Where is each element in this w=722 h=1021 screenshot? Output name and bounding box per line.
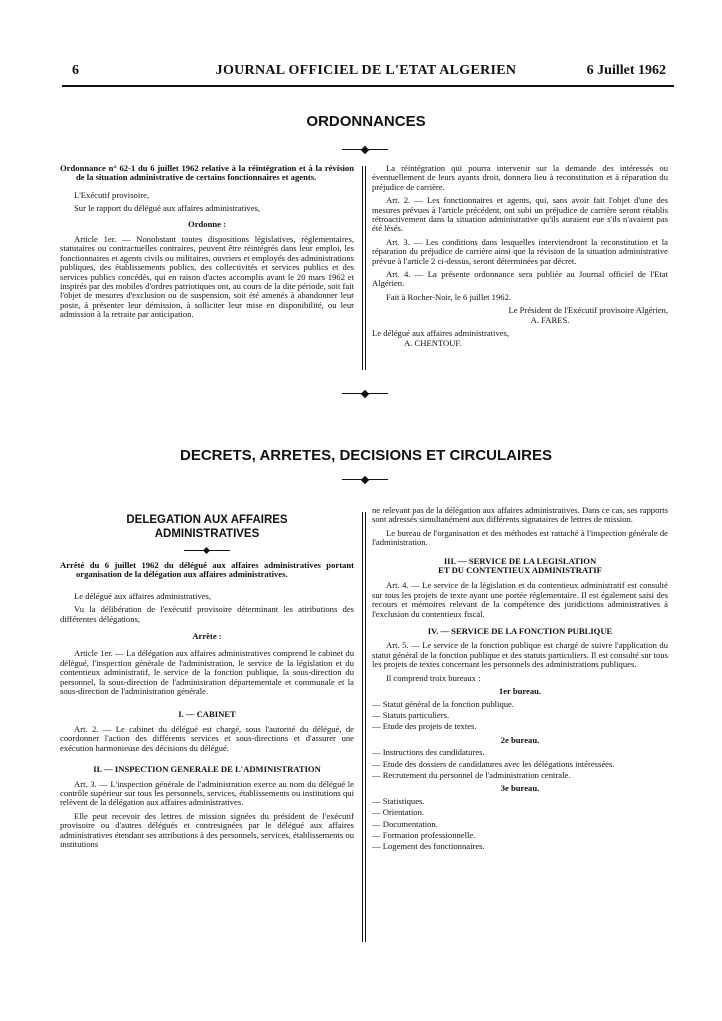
ornament-divider xyxy=(342,147,388,153)
column-divider xyxy=(362,512,363,942)
decrets-title: DECRETS, ARRETES, DECISIONS ET CIRCULAIRES xyxy=(180,447,552,464)
bureau-list-item: — Logement des fonctionnaires. xyxy=(372,841,485,852)
bureau-title: 3e bureau. xyxy=(500,783,540,794)
bureau-list-item: — Statistiques. xyxy=(372,795,425,806)
bureau-list-item: — Formation professionnelle. xyxy=(372,829,476,840)
page-number: 6 xyxy=(72,63,79,78)
section-fonction-publique: IV. — SERVICE DE LA FONCTION PUBLIQUE xyxy=(427,626,613,637)
arrete-label: Arrête : xyxy=(192,631,222,642)
paragraph: Sur le rapport du délégué aux affaires administratives, xyxy=(74,203,260,214)
bureau-list-item: — Recrutement du personnel de l'administration centrale. xyxy=(372,769,571,780)
article-2: Art. 2. — Les fonctionnaires et agents, qui, sans avoir fait l'objet d'une des mesures prévues à l'article précédent, ont subi un préjudice de carrière seront rétablis rétroactivement dans la situation administrative qu'ils auraient eue s'ils n'avaient pas été lésés. xyxy=(372,195,668,234)
arrete-heading: Arrêté du 6 juillet 1962 du délégué aux affaires administratives portant organisation de la délégation aux affaires administratives. xyxy=(60,560,354,580)
fait-a: Fait à Rocher-Noir, le 6 juillet 1962. xyxy=(386,291,512,302)
article-4: Art. 4. — Le service de la législation et du contentieux administratif est consulté sur tous les projets de texte ayant une portée réglementaire. Il est également saisi des recours et mémoires relevant de la compétence des juridictions administratives à l'exclusion du contentieux fiscal. xyxy=(372,580,668,619)
ornament-divider xyxy=(342,391,388,397)
paragraph: Le délégué aux affaires administratives, xyxy=(74,590,212,601)
paragraph: ne relevant pas de la délégation aux affaires administratives. Dans ce cas, ses rapports sont adressés simultanément aux différents signataires de lettres de mission. xyxy=(372,505,668,525)
paragraph: Le bureau de l'organisation et des méthodes est rattaché à l'inspection générale de l'administration. xyxy=(372,527,668,548)
ordonnance-heading: Ordonnance n° 62-1 du 6 juillet 1962 relative à la réintégration et à la révision de la situation administrative de certains fonctionnaires et agents. xyxy=(60,163,354,183)
article-3: Art. 3. — L'inspection générale de l'administration exerce au nom du délégué le contrôle supérieur sur tous les personnels, services, établissements ou institutions qui relèvent de la délégation aux affaires administratives. xyxy=(60,778,354,808)
section-cabinet: I. — CABINET xyxy=(178,709,236,720)
article-1: Article 1er. — La délégation aux affaires administratives comprend le cabinet du délégué, l'inspection générale de l'administration, le service de la législation et du contentieux administratif, le service de la fonction publique, la sous-direction du personnel, la sous-direction de l'administration départementale et communale et la sous-direction de l'administration générale. xyxy=(60,648,354,697)
signature-title: Le Président de l'Exécutif provisoire Algérien, xyxy=(508,305,668,316)
ordonnances-title: ORDONNANCES xyxy=(306,113,426,130)
signature-title: Le délégué aux affaires administratives, xyxy=(372,328,510,339)
article-5: Art. 5. — Le service de la fonction publique est chargé de suivre l'application du statut général de la fonction publique et des statuts particuliers. Il est consulté sur tous les projets de textes concernant les personnels des administrations publiques. xyxy=(372,640,668,670)
ordonnance-right-column xyxy=(372,164,668,352)
bureau-list xyxy=(372,748,668,780)
bureau-list-item: — Etude des projets de textes. xyxy=(372,721,477,732)
signature-name: A. CHENTOUF. xyxy=(404,337,462,348)
section-legislation: ET DU CONTENTIEUX ADMINISTRATIF xyxy=(438,565,602,576)
bureau-list-item: — Documentation. xyxy=(372,818,438,829)
signature-name: A. FARES. xyxy=(530,314,570,325)
bureau-list xyxy=(372,797,668,852)
bureau-list-item: — Orientation. xyxy=(372,807,425,818)
ornament-divider xyxy=(342,477,388,483)
section-inspection: II. — INSPECTION GENERALE DE L'ADMINISTRATION xyxy=(93,764,321,775)
column-divider xyxy=(362,166,363,370)
page-header xyxy=(60,60,672,84)
article-4: Art. 4. — La présente ordonnance sera publiée au Journal officiel de l'Etat Algérien. xyxy=(372,269,668,289)
ornament-divider xyxy=(60,547,354,555)
ordonnance-left-column xyxy=(60,164,354,324)
article-3: Art. 3. — Les conditions dans lesquelles interviendront la reconstitution et la réparation du préjudice de carrière ainsi que la révision de la situation administrative prévue à l'article 2 ci-dessus, seront déterminées par décret. xyxy=(372,236,668,266)
column-divider xyxy=(365,166,366,370)
paragraph: Il comprend troix bureaux : xyxy=(386,672,481,683)
paragraph: Elle peut recevoir des lettres de mission signées du président de l'exécutif provisoire ou d'autres délégués et contresignées par le délégué aux affaires administratives étendant ses attributions à des personnels, services, établissements ou institutions xyxy=(60,810,354,849)
decrets-right-column xyxy=(372,506,668,854)
bureau-list-item: — Etude des dossiers de candidatures avec les délégations intéressées. xyxy=(372,758,615,769)
delegation-title: ADMINISTRATIVES xyxy=(154,528,260,540)
paragraph: La réintégration qui pourra intervenir sur la demande des intéressés ou éventuellement de leurs ayants droit, donnera lieu à reconstitution et à réparation du préjudice de carrière. xyxy=(372,163,668,192)
decrets-left-column xyxy=(60,513,354,853)
article-1: Article 1er. — Nonobstant toutes dispositions législatives, réglementaires, statutaires ou contractuelles contraires, peuvent être réintégrés dans leur emploi, les fonctionnaires et agents civils ou militaires, ouvriers et employés des administrations publiques, des établissements publics, des collectivités et services publics et des services publics concédés, qui en raison d'actes accomplis avant le 20 mars 1962 et inspirés par des mobiles d'ordres patriotiques ont, au cours de la dite période, soit fait l'objet de mesures d'exclusion ou de suspension, soit été amenés à abandonner leur poste, à présenter leur démission, à solliciter leur mise en disponibilité, ou leur admission à la retraite par anticipation. xyxy=(60,234,354,320)
bureau-list-item: — Statut général de la fonction publique. xyxy=(372,698,514,709)
bureau-list-item: — Statuts particuliers. xyxy=(372,709,450,720)
article-2: Art. 2. — Le cabinet du délégué est chargé, sous l'autorité du délégué, de coordonner l'action des différents services et sous-directions et d'assurer une exécution harmonieuse des décisions du délégué. xyxy=(60,723,354,753)
header-rule xyxy=(62,85,674,87)
bureau-title: 2e bureau. xyxy=(500,734,540,745)
paragraph: L'Exécutif provisoire, xyxy=(74,189,150,200)
bureau-title: 1er bureau. xyxy=(498,686,542,697)
section-legislation: III. — SERVICE DE LA LEGISLATION xyxy=(443,555,597,566)
column-divider xyxy=(365,512,366,942)
delegation-title: DELEGATION AUX AFFAIRES xyxy=(126,514,288,526)
bureau-list xyxy=(372,700,668,732)
paragraph: Vu la délibération de l'exécutif provisoire déterminant les attributions des différentes délégations, xyxy=(60,604,354,624)
ordonne-label: Ordonne : xyxy=(188,218,226,229)
journal-title: JOURNAL OFFICIEL DE L'ETAT ALGERIEN xyxy=(215,63,517,78)
bureau-list-item: — Instructions des candidatures. xyxy=(372,747,485,758)
issue-date: 6 Juillet 1962 xyxy=(586,63,666,78)
